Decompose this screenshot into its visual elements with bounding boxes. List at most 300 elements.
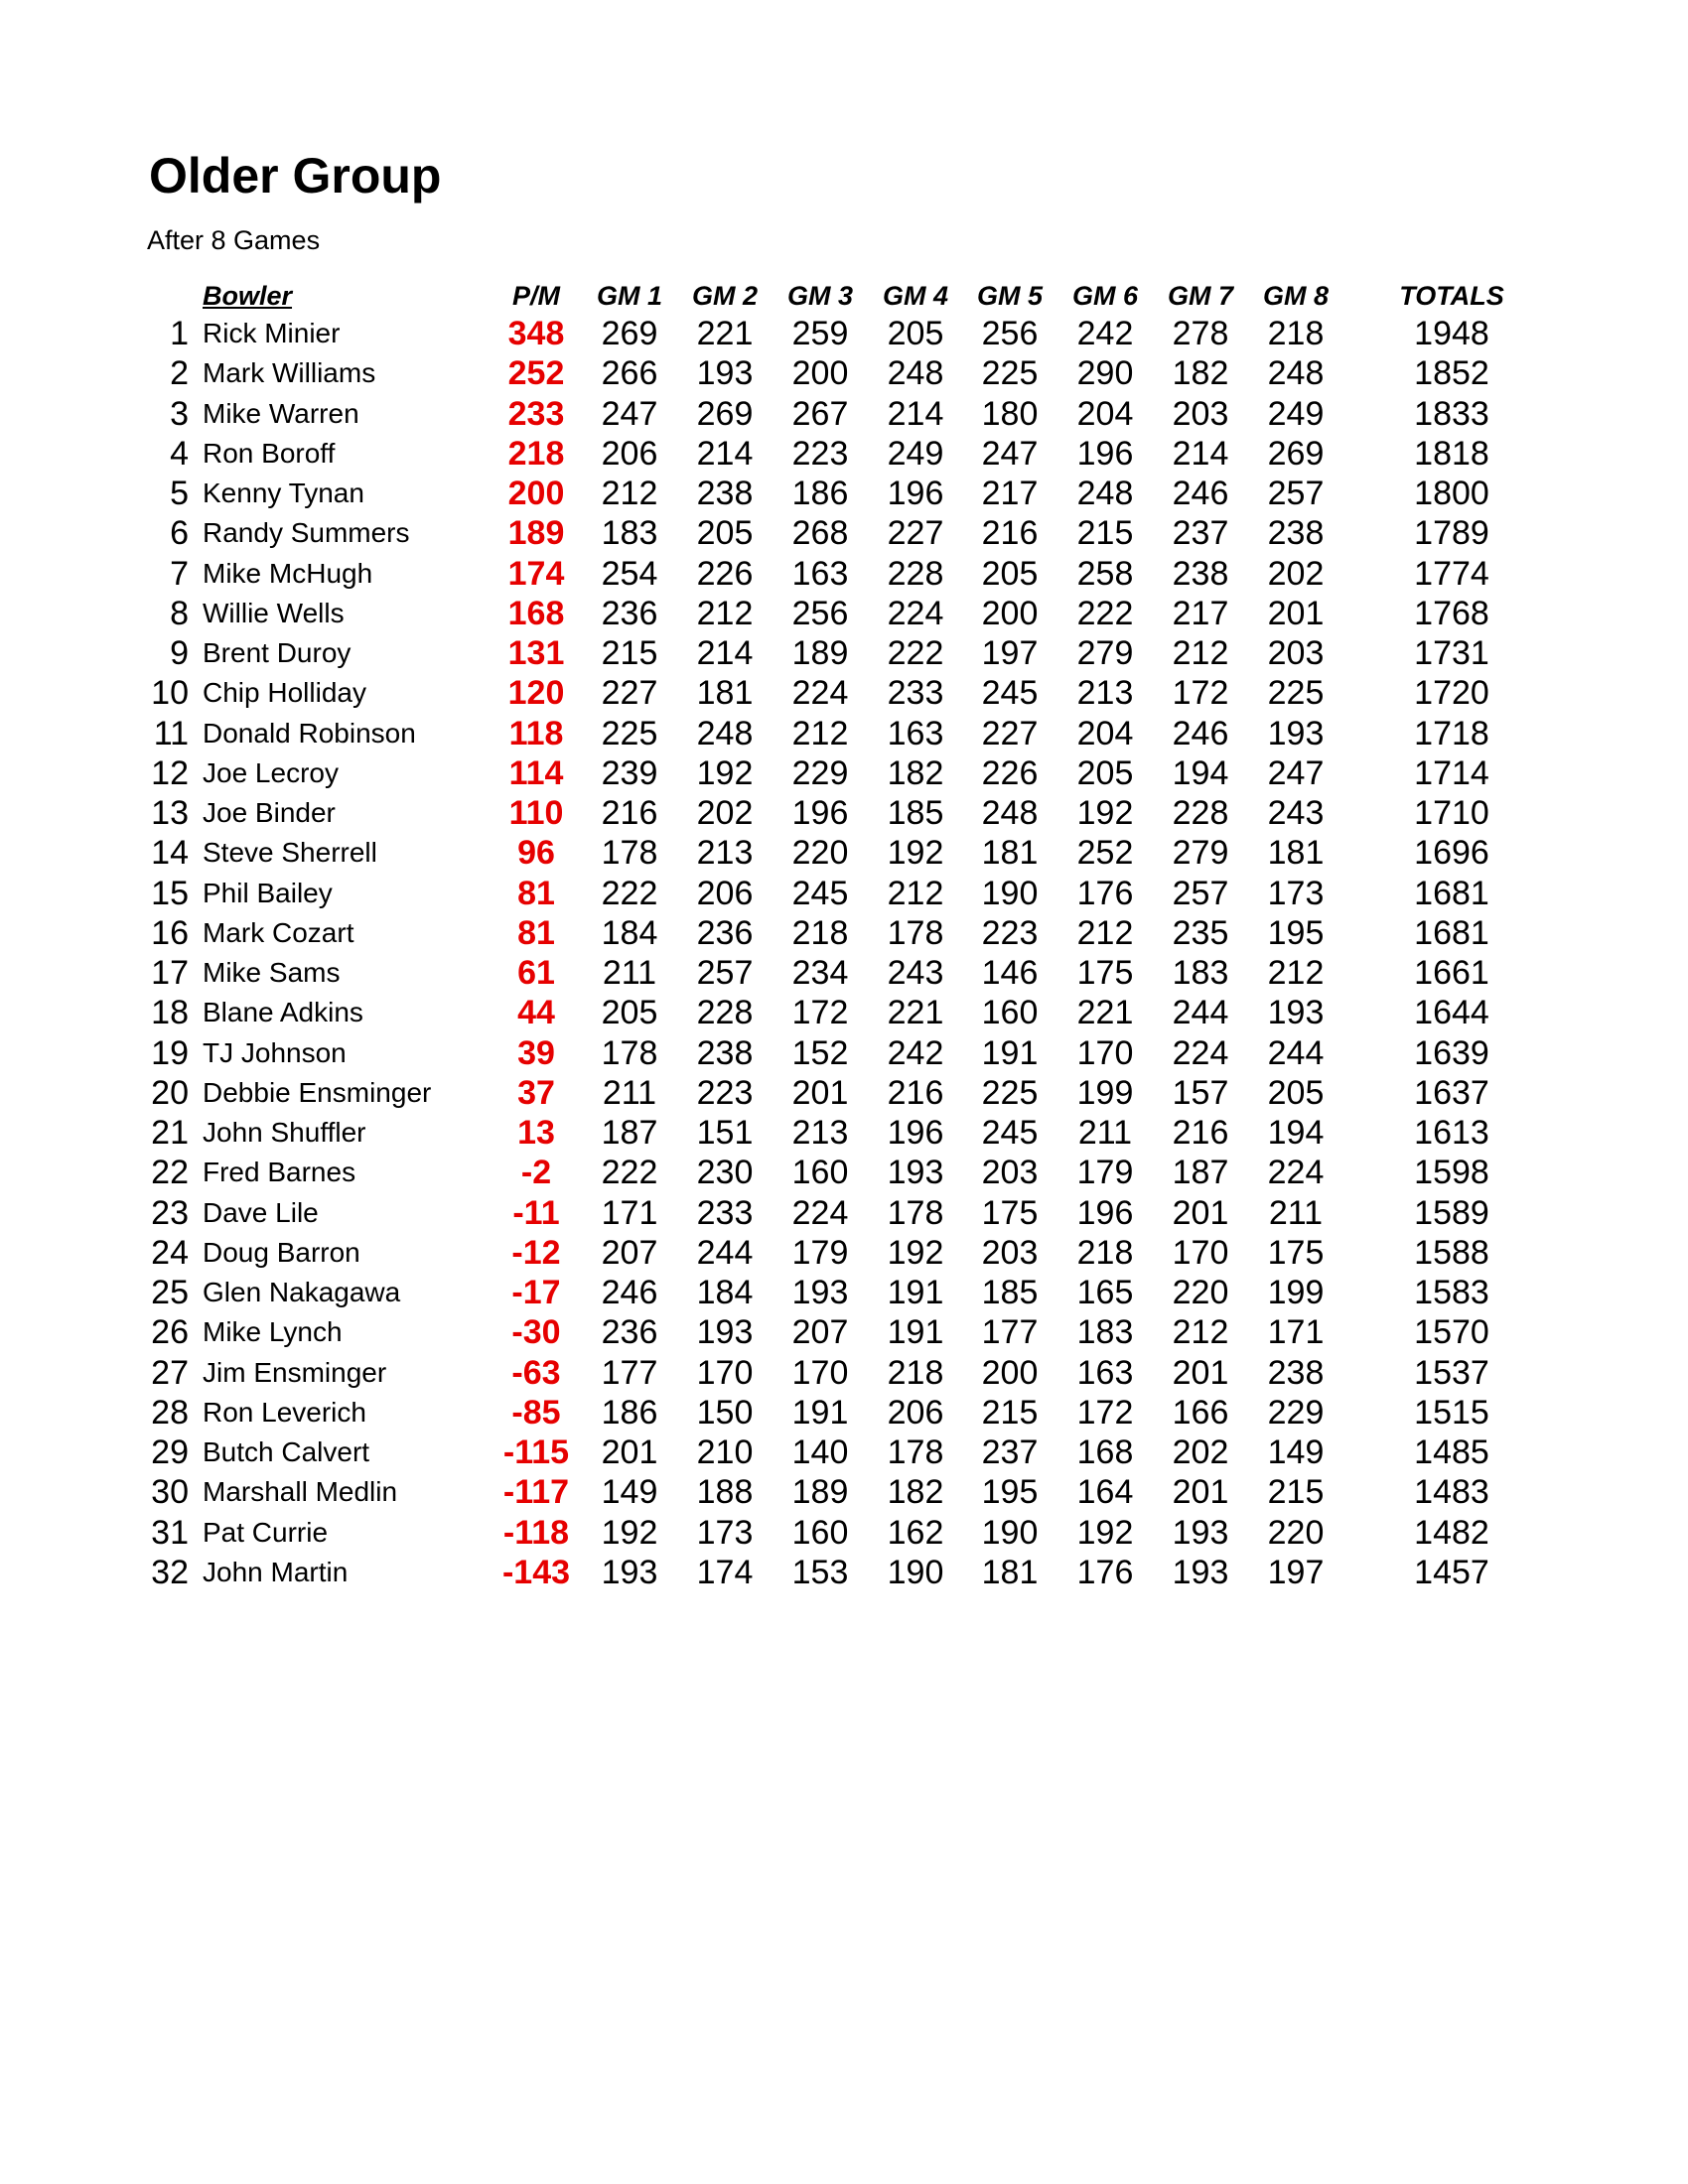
total-cell: 1818 (1414, 434, 1489, 473)
total-cell: 1483 (1414, 1473, 1489, 1512)
game-6-score-cell: 242 (1076, 315, 1134, 352)
game-3-score-cell: 259 (791, 315, 849, 352)
plus-minus-cell: -30 (511, 1313, 561, 1352)
game-4-score-cell: 191 (887, 1313, 944, 1352)
game-8-score-cell: 257 (1267, 475, 1325, 512)
game-7-score-cell: 183 (1172, 954, 1229, 992)
bowler-name-cell: Kenny Tynan (203, 478, 364, 508)
game-5-score-cell: 237 (981, 1433, 1039, 1471)
game-4-score-cell: 249 (887, 434, 944, 473)
plus-minus-cell: 174 (507, 554, 565, 593)
total-cell: 1639 (1414, 1033, 1489, 1072)
plus-minus-cell: 114 (508, 753, 564, 792)
game-2-score-cell: 188 (696, 1473, 754, 1512)
game-8-score-cell: 229 (1267, 1393, 1325, 1432)
game-6-score-cell: 196 (1076, 1193, 1134, 1232)
game-6-score-cell: 222 (1076, 594, 1134, 632)
game-1-score-cell: 206 (601, 434, 658, 473)
game-2-score-cell: 213 (696, 834, 754, 873)
game-4-score-cell: 182 (887, 1473, 944, 1512)
game-3-score-cell: 179 (791, 1233, 849, 1272)
game-4-score-cell: 178 (887, 913, 944, 952)
game-6-score-cell: 164 (1076, 1473, 1134, 1512)
game-6-score-cell: 168 (1076, 1433, 1134, 1471)
game-7-score-cell: 238 (1172, 554, 1229, 593)
game-4-score-cell: 162 (887, 1513, 944, 1552)
game-1-score-cell: 211 (602, 954, 657, 992)
game-2-score-cell: 223 (696, 1073, 754, 1112)
game-5-score-cell: 160 (981, 994, 1039, 1032)
game-5-score-cell: 181 (981, 1553, 1039, 1591)
game-5-score-cell: 227 (981, 714, 1039, 752)
game-3-score-cell: 160 (791, 1154, 849, 1192)
total-cell: 1714 (1414, 753, 1489, 792)
game-2-score-cell: 212 (696, 594, 754, 632)
game-6-score-cell: 183 (1076, 1313, 1134, 1352)
game-7-score-cell: 201 (1172, 1473, 1229, 1512)
game-6-score-cell: 258 (1076, 554, 1134, 593)
game-5-score-cell: 195 (981, 1473, 1039, 1512)
table-row (0, 594, 1688, 633)
game-6-score-cell: 248 (1076, 475, 1134, 512)
game-3-score-cell: 191 (791, 1393, 849, 1432)
total-cell: 1681 (1414, 913, 1489, 952)
game-2-score-cell: 173 (696, 1513, 754, 1552)
plus-minus-cell: -143 (501, 1553, 571, 1591)
game-3-score-cell: 268 (791, 514, 849, 553)
total-cell: 1710 (1414, 794, 1489, 832)
plus-minus-cell: 218 (507, 434, 565, 473)
plus-minus-cell: -17 (511, 1274, 561, 1311)
table-row (0, 314, 1688, 353)
bowler-name-cell: Joe Lecroy (203, 756, 339, 788)
game-5-score-cell: 200 (981, 1353, 1039, 1392)
total-cell: 1720 (1414, 674, 1489, 713)
game-1-score-cell: 227 (601, 674, 658, 713)
table-row (0, 1233, 1688, 1273)
game-3-score-cell: 201 (791, 1073, 849, 1112)
rank-cell: 28 (151, 1393, 189, 1432)
game-2-score-cell: 205 (696, 514, 754, 553)
bowler-name-cell: Steve Sherrell (203, 837, 377, 869)
game-4-score-cell: 227 (887, 514, 944, 553)
game-8-score-cell: 197 (1267, 1553, 1325, 1591)
bowler-name-cell: Rick Minier (203, 318, 341, 348)
table-row (0, 793, 1688, 833)
game-3-score-cell: 172 (791, 994, 849, 1032)
table-row (0, 394, 1688, 434)
bowler-name-cell: Randy Summers (203, 517, 410, 549)
game-7-score-cell: 193 (1172, 1513, 1229, 1552)
rank-cell: 15 (151, 874, 189, 912)
game-2-score-cell: 233 (696, 1193, 754, 1232)
game-1-score-cell: 205 (601, 994, 658, 1032)
game-4-score-cell: 218 (887, 1353, 944, 1392)
table-row (0, 513, 1688, 553)
game-4-score-cell: 182 (887, 753, 944, 792)
game-5-score-cell: 216 (981, 514, 1039, 553)
total-cell: 1800 (1414, 475, 1489, 512)
table-row (0, 753, 1688, 793)
bowler-name-cell: Fred Barnes (203, 1157, 356, 1188)
game-2-score-cell: 202 (696, 794, 754, 832)
game-1-score-cell: 193 (601, 1553, 658, 1591)
game-7-score-cell: 246 (1172, 714, 1229, 752)
rank-cell: 29 (151, 1433, 189, 1471)
rank-cell: 22 (151, 1154, 189, 1192)
game-2-score-cell: 221 (696, 315, 754, 352)
table-row (0, 1273, 1688, 1312)
game-4-score-cell: 191 (887, 1274, 944, 1311)
rank-cell: 4 (170, 434, 189, 473)
total-cell: 1583 (1414, 1274, 1489, 1311)
game-8-score-cell: 195 (1267, 913, 1325, 952)
game-4-score-cell: 190 (887, 1553, 944, 1591)
game-7-score-cell: 203 (1172, 394, 1229, 433)
game-1-score-cell: 177 (601, 1353, 658, 1392)
game-3-score-cell: 220 (791, 834, 849, 873)
game-5-score-cell: 223 (981, 913, 1039, 952)
plus-minus-cell: -63 (511, 1353, 561, 1392)
total-cell: 1598 (1414, 1154, 1489, 1192)
game-5-score-cell: 245 (981, 674, 1039, 713)
game-2-score-cell: 150 (696, 1393, 754, 1432)
game-1-score-cell: 236 (601, 1313, 658, 1352)
table-row (0, 833, 1688, 873)
game-2-score-cell: 226 (696, 554, 754, 593)
bowler-name-cell: Joe Binder (203, 797, 336, 828)
game-8-score-cell: 243 (1267, 794, 1325, 832)
game-1-score-cell: 178 (601, 1033, 658, 1072)
total-cell: 1774 (1414, 554, 1489, 593)
game-1-score-cell: 266 (601, 354, 658, 393)
game-7-score-cell: 224 (1172, 1033, 1229, 1072)
rank-cell: 19 (151, 1033, 189, 1072)
table-row (0, 913, 1688, 953)
table-row (0, 633, 1688, 673)
game-4-score-cell: 196 (887, 475, 944, 512)
game-1-score-cell: 186 (601, 1393, 658, 1432)
game-6-score-cell: 204 (1076, 714, 1134, 752)
game-6-score-cell: 176 (1076, 1553, 1134, 1591)
total-cell: 1457 (1414, 1553, 1489, 1591)
bowler-name-cell: Phil Bailey (203, 877, 333, 908)
bowler-name-cell: Ron Boroff (203, 437, 336, 469)
table-row (0, 474, 1688, 513)
header-gm-5: GM 5 (976, 281, 1043, 311)
game-5-score-cell: 248 (981, 794, 1039, 832)
rank-cell: 24 (151, 1233, 189, 1272)
total-cell: 1768 (1414, 594, 1489, 632)
game-8-score-cell: 193 (1267, 994, 1325, 1032)
game-1-score-cell: 211 (602, 1073, 657, 1112)
game-6-score-cell: 179 (1076, 1154, 1134, 1192)
total-cell: 1696 (1414, 834, 1489, 873)
bowler-name-cell: Glen Nakagawa (203, 1277, 401, 1307)
game-3-score-cell: 186 (791, 475, 849, 512)
table-row (0, 1513, 1688, 1553)
game-3-score-cell: 193 (791, 1274, 849, 1311)
game-5-score-cell: 175 (981, 1193, 1039, 1232)
rank-cell: 8 (170, 594, 189, 632)
header-gm-8: GM 8 (1262, 281, 1329, 311)
game-7-score-cell: 220 (1172, 1274, 1229, 1311)
table-row (0, 1312, 1688, 1352)
table-row (0, 1553, 1688, 1592)
table-row (0, 993, 1688, 1032)
rank-cell: 12 (151, 753, 189, 792)
game-1-score-cell: 225 (601, 714, 658, 752)
game-7-score-cell: 193 (1172, 1553, 1229, 1591)
game-2-score-cell: 244 (696, 1233, 754, 1272)
table-row (0, 1153, 1688, 1192)
game-7-score-cell: 216 (1172, 1114, 1229, 1152)
page-subtitle: After 8 Games (147, 225, 321, 255)
bowler-name-cell: TJ Johnson (203, 1036, 347, 1068)
bowler-name-cell: Mike Sams (203, 957, 341, 988)
total-cell: 1482 (1414, 1513, 1489, 1552)
game-7-score-cell: 235 (1172, 913, 1229, 952)
rank-cell: 31 (151, 1513, 189, 1552)
game-6-score-cell: 211 (1077, 1114, 1133, 1152)
plus-minus-cell: 120 (507, 674, 565, 713)
game-6-score-cell: 176 (1076, 874, 1134, 912)
header-gm-4: GM 4 (882, 281, 948, 311)
game-1-score-cell: 239 (601, 753, 658, 792)
rank-cell: 16 (151, 913, 189, 952)
game-4-score-cell: 205 (887, 315, 944, 352)
total-cell: 1515 (1414, 1393, 1489, 1432)
game-6-score-cell: 172 (1076, 1393, 1134, 1432)
game-4-score-cell: 212 (887, 874, 944, 912)
game-3-score-cell: 267 (791, 394, 849, 433)
game-6-score-cell: 192 (1076, 1513, 1134, 1552)
bowler-name-cell: John Martin (203, 1556, 349, 1587)
game-8-score-cell: 215 (1267, 1473, 1325, 1512)
total-cell: 1852 (1414, 354, 1489, 393)
game-5-score-cell: 225 (981, 1073, 1039, 1112)
plus-minus-cell: 233 (507, 394, 565, 433)
header-gm-6: GM 6 (1071, 281, 1138, 311)
game-8-score-cell: 149 (1267, 1433, 1325, 1471)
bowler-name-cell: Mike Lynch (203, 1316, 343, 1348)
game-1-score-cell: 149 (601, 1473, 658, 1512)
game-8-score-cell: 202 (1267, 554, 1325, 593)
game-2-score-cell: 214 (696, 634, 754, 672)
plus-minus-cell: -115 (502, 1433, 570, 1471)
table-row (0, 554, 1688, 594)
game-5-score-cell: 203 (981, 1154, 1039, 1192)
game-8-score-cell: 173 (1267, 874, 1325, 912)
game-2-score-cell: 230 (696, 1154, 754, 1192)
game-5-score-cell: 217 (981, 475, 1039, 512)
bowler-name-cell: Doug Barron (203, 1236, 360, 1268)
game-7-score-cell: 201 (1172, 1353, 1229, 1392)
game-1-score-cell: 192 (601, 1513, 658, 1552)
game-1-score-cell: 215 (601, 634, 658, 672)
game-6-score-cell: 163 (1076, 1353, 1134, 1392)
rank-cell: 27 (151, 1353, 189, 1392)
rank-cell: 26 (151, 1313, 189, 1352)
bowler-name-cell: Mark Cozart (203, 916, 354, 948)
game-2-score-cell: 248 (696, 714, 754, 752)
game-4-score-cell: 216 (887, 1073, 944, 1112)
game-2-score-cell: 257 (696, 954, 754, 992)
header-bowler: Bowler (203, 281, 293, 311)
game-2-score-cell: 184 (696, 1274, 754, 1311)
bowler-name-cell: Marshall Medlin (203, 1476, 398, 1508)
rank-cell: 32 (151, 1553, 189, 1591)
game-7-score-cell: 194 (1172, 753, 1229, 792)
total-cell: 1948 (1414, 315, 1489, 352)
game-2-score-cell: 238 (696, 475, 754, 512)
header-gm-7: GM 7 (1167, 281, 1233, 311)
table-row (0, 1073, 1688, 1113)
game-2-score-cell: 181 (696, 674, 754, 713)
bowler-name-cell: Jim Ensminger (203, 1356, 387, 1388)
game-2-score-cell: 151 (696, 1114, 754, 1152)
game-6-score-cell: 170 (1076, 1033, 1134, 1072)
game-6-score-cell: 196 (1076, 434, 1134, 473)
game-5-score-cell: 247 (981, 434, 1039, 473)
game-6-score-cell: 279 (1076, 634, 1134, 672)
game-3-score-cell: 153 (791, 1553, 849, 1591)
bowler-name-cell: Donald Robinson (203, 717, 416, 749)
rank-cell: 23 (151, 1193, 189, 1232)
game-7-score-cell: 187 (1172, 1154, 1229, 1192)
table-row (0, 874, 1688, 913)
rank-cell: 11 (153, 714, 189, 752)
game-4-score-cell: 163 (887, 714, 944, 752)
game-8-score-cell: 201 (1267, 594, 1325, 632)
game-3-score-cell: 160 (791, 1513, 849, 1552)
game-6-score-cell: 213 (1076, 674, 1134, 713)
game-6-score-cell: 212 (1076, 913, 1134, 952)
game-3-score-cell: 196 (791, 794, 849, 832)
game-1-score-cell: 216 (601, 794, 658, 832)
game-2-score-cell: 170 (696, 1353, 754, 1392)
game-2-score-cell: 193 (696, 1313, 754, 1352)
game-7-score-cell: 237 (1172, 514, 1229, 553)
game-2-score-cell: 192 (696, 753, 754, 792)
game-1-score-cell: 178 (601, 834, 658, 873)
game-2-score-cell: 174 (696, 1553, 754, 1591)
game-3-score-cell: 140 (791, 1433, 849, 1471)
game-3-score-cell: 256 (791, 594, 849, 632)
bowler-name-cell: Dave Lile (203, 1196, 319, 1228)
game-4-score-cell: 228 (887, 554, 944, 593)
plus-minus-cell: 189 (507, 514, 565, 553)
game-7-score-cell: 228 (1172, 794, 1229, 832)
game-4-score-cell: 178 (887, 1433, 944, 1471)
game-3-score-cell: 224 (791, 1193, 849, 1232)
game-3-score-cell: 213 (791, 1114, 849, 1152)
total-cell: 1537 (1414, 1353, 1489, 1392)
rank-cell: 6 (170, 514, 189, 553)
table-row (0, 1033, 1688, 1073)
bowler-name-cell: John Shuffler (203, 1117, 366, 1148)
rank-cell: 30 (151, 1473, 189, 1512)
game-1-score-cell: 201 (601, 1433, 658, 1471)
game-5-score-cell: 226 (981, 753, 1039, 792)
game-4-score-cell: 178 (887, 1193, 944, 1232)
header-pm: P/M (511, 281, 560, 311)
game-6-score-cell: 192 (1076, 794, 1134, 832)
rank-cell: 3 (170, 394, 189, 433)
plus-minus-cell: 348 (507, 315, 565, 352)
game-4-score-cell: 196 (887, 1114, 944, 1152)
table-row (0, 1393, 1688, 1433)
game-2-score-cell: 193 (696, 354, 754, 393)
game-3-score-cell: 170 (791, 1353, 849, 1392)
game-7-score-cell: 217 (1172, 594, 1229, 632)
bowler-name-cell: Chip Holliday (203, 677, 366, 709)
game-8-score-cell: 238 (1267, 1353, 1325, 1392)
game-2-score-cell: 228 (696, 994, 754, 1032)
game-6-score-cell: 252 (1076, 834, 1134, 873)
game-7-score-cell: 182 (1172, 354, 1229, 393)
game-1-score-cell: 207 (601, 1233, 658, 1272)
game-8-score-cell: 211 (1268, 1193, 1324, 1232)
bowler-name-cell: Brent Duroy (203, 637, 352, 668)
game-2-score-cell: 206 (696, 874, 754, 912)
rank-cell: 7 (170, 554, 189, 593)
game-1-score-cell: 222 (601, 874, 658, 912)
game-3-score-cell: 229 (791, 753, 849, 792)
game-5-score-cell: 215 (981, 1393, 1039, 1432)
game-7-score-cell: 214 (1172, 434, 1229, 473)
game-8-score-cell: 248 (1267, 354, 1325, 393)
game-8-score-cell: 238 (1267, 514, 1325, 553)
game-2-score-cell: 214 (696, 434, 754, 473)
table-row (0, 1433, 1688, 1472)
game-1-score-cell: 187 (601, 1114, 658, 1152)
bowler-name-cell: Willie Wells (203, 597, 345, 628)
plus-minus-cell: -12 (511, 1233, 561, 1272)
game-3-score-cell: 152 (791, 1033, 849, 1072)
game-5-score-cell: 180 (981, 394, 1039, 433)
game-7-score-cell: 246 (1172, 475, 1229, 512)
game-7-score-cell: 279 (1172, 834, 1229, 873)
total-cell: 1681 (1414, 874, 1489, 912)
game-5-score-cell: 225 (981, 354, 1039, 393)
total-cell: 1637 (1414, 1073, 1489, 1112)
game-4-score-cell: 206 (887, 1393, 944, 1432)
game-5-score-cell: 181 (981, 834, 1039, 873)
total-cell: 1644 (1414, 994, 1489, 1032)
rank-cell: 17 (151, 954, 189, 992)
game-4-score-cell: 192 (887, 1233, 944, 1272)
total-cell: 1589 (1414, 1193, 1489, 1232)
game-7-score-cell: 212 (1172, 1313, 1229, 1352)
game-4-score-cell: 222 (887, 634, 944, 672)
game-5-score-cell: 185 (981, 1274, 1039, 1311)
plus-minus-cell: 61 (517, 954, 555, 992)
game-7-score-cell: 244 (1172, 994, 1229, 1032)
total-cell: 1485 (1414, 1433, 1489, 1471)
game-3-score-cell: 218 (791, 913, 849, 952)
bowler-name-cell: Ron Leverich (203, 1396, 366, 1428)
game-1-score-cell: 254 (601, 554, 658, 593)
game-6-score-cell: 204 (1076, 394, 1134, 433)
game-5-score-cell: 205 (981, 554, 1039, 593)
bowler-name-cell: Pat Currie (203, 1516, 329, 1548)
rank-cell: 10 (151, 674, 189, 713)
game-5-score-cell: 203 (981, 1233, 1039, 1272)
game-8-score-cell: 249 (1267, 394, 1325, 433)
game-4-score-cell: 248 (887, 354, 944, 393)
table-row (0, 434, 1688, 474)
